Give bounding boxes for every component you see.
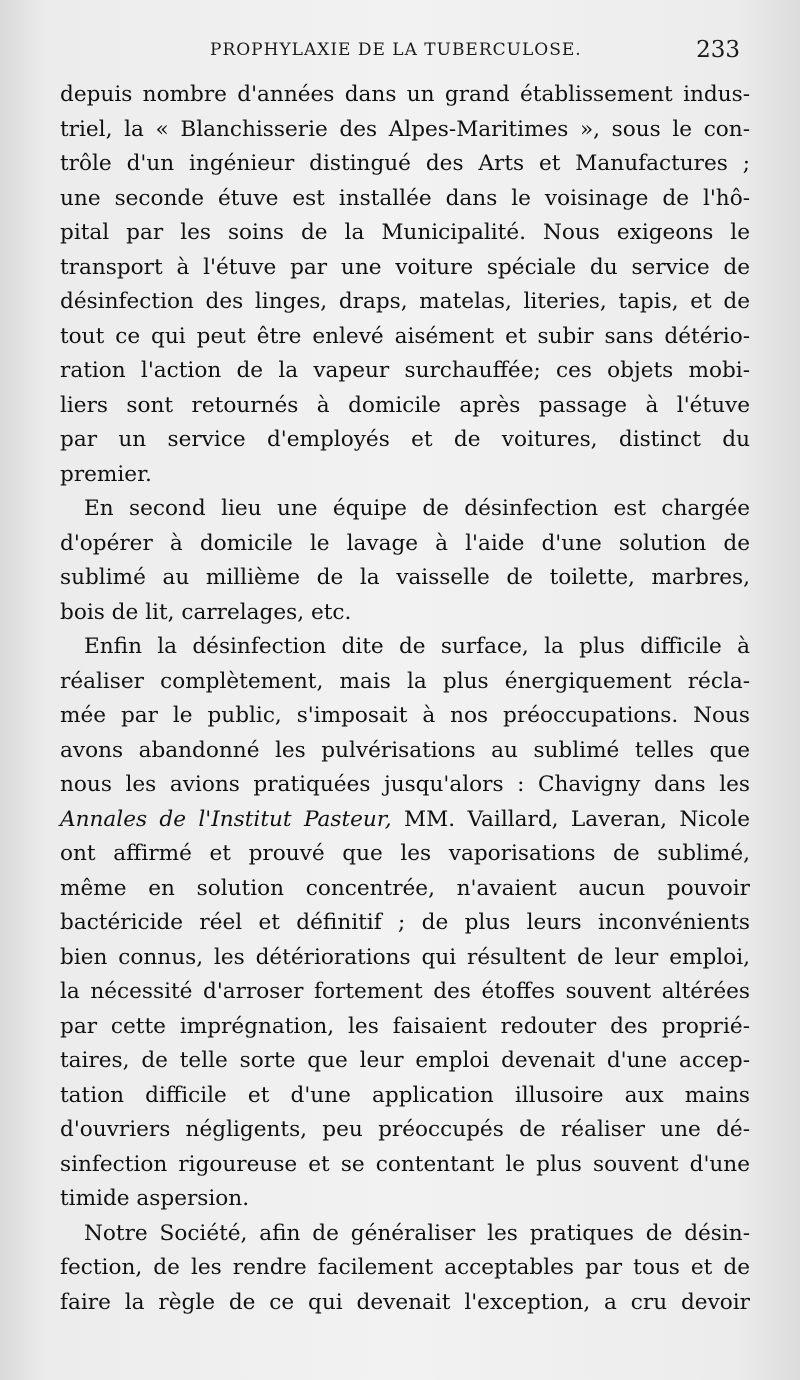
text-line: timide aspersion.	[60, 1186, 250, 1211]
text-line: tout ce qui peut être enlevé aisément et subir sans détério-	[60, 323, 750, 349]
text-line: fection, de les rendre facilement acceptables par tous et de	[60, 1255, 750, 1280]
text-line-rest: MM. Vaillard, Laveran, Nicole	[391, 806, 750, 832]
text-line: même en solution concentrée, n'avaient aucun pouvoir	[60, 875, 750, 901]
body-text	[60, 78, 750, 1320]
running-head-title: PROPHYLAXIE DE LA TUBERCULOSE.	[210, 40, 582, 60]
text-line: Enfin la désinfection dite de surface, la plus difficile à	[84, 634, 750, 659]
text-line: Notre Société, afin de généraliser les pratiques de désin-	[84, 1220, 750, 1246]
text-line: sinfection rigoureuse et se contentant le plus souvent d'une	[60, 1151, 750, 1177]
text-line: depuis nombre d'années dans un grand établissement indus-	[60, 82, 750, 107]
text-line: avons abandonné les pulvérisations au sublimé telles que	[60, 737, 750, 763]
journal-title: Annales de l'Institut Pasteur,	[60, 806, 392, 832]
text-line: bien connus, les détériorations qui résultent de leur emploi,	[60, 944, 750, 970]
text-line: faire la règle de ce qui devenait l'exception, a cru devoir	[60, 1289, 750, 1315]
text-line: une seconde étuve est installée dans le voisinage de l'hô-	[60, 185, 750, 211]
text-line: transport à l'étuve par une voiture spéciale du service de	[60, 254, 750, 280]
text-line: d'ouvriers négligents, peu préoccupés de réaliser une dé-	[60, 1117, 750, 1142]
text-line: bactéricide réel et définitif ; de plus leurs inconvénients	[60, 910, 750, 935]
text-line: mée par le public, s'imposait à nos préoccupations. Nous	[60, 703, 750, 728]
text-line: En second lieu une équipe de désinfection est chargée	[84, 496, 750, 521]
text-line: désinfection des linges, draps, matelas, literies, tapis, et de	[60, 289, 750, 314]
text-line: bois de lit, carrelages, etc.	[60, 599, 352, 625]
text-line: sublimé au millième de la vaisselle de toilette, marbres,	[60, 565, 750, 590]
text-line: réaliser complètement, mais la plus énergiquement récla-	[60, 668, 750, 694]
text-line: liers sont retournés à domicile après passage à l'étuve	[60, 392, 750, 418]
text-line: ont affirmé et prouvé que les vaporisations de sublimé,	[60, 841, 750, 866]
running-head	[60, 37, 740, 70]
text-line: pital par les soins de la Municipalité. Nous exigeons le	[60, 220, 750, 245]
text-line: premier.	[60, 461, 152, 487]
text-line: taires, de telle sorte que leur emploi devenait d'une accep-	[60, 1048, 750, 1073]
text-line: par cette imprégnation, les faisaient redouter des proprié-	[60, 1013, 750, 1039]
text-line: triel, la « Blanchisserie des Alpes-Maritimes », sous le con-	[60, 116, 750, 142]
text-line: la nécessité d'arroser fortement des étoffes souvent altérées	[60, 979, 750, 1004]
page-number: 233	[696, 37, 740, 63]
text-line: tation difficile et d'une application illusoire aux mains	[60, 1082, 750, 1108]
text-line: trôle d'un ingénieur distingué des Arts et Manufactures ;	[60, 151, 750, 176]
text-line	[60, 803, 750, 838]
text-line: nous les avions pratiquées jusqu'alors : Chavigny dans les	[60, 772, 750, 797]
text-line: par un service d'employés et de voitures, distinct du	[60, 427, 750, 452]
text-line: d'opérer à domicile le lavage à l'aide d'une solution de	[60, 530, 750, 556]
text-line: ration l'action de la vapeur surchauffée; ces objets mobi-	[60, 358, 750, 383]
